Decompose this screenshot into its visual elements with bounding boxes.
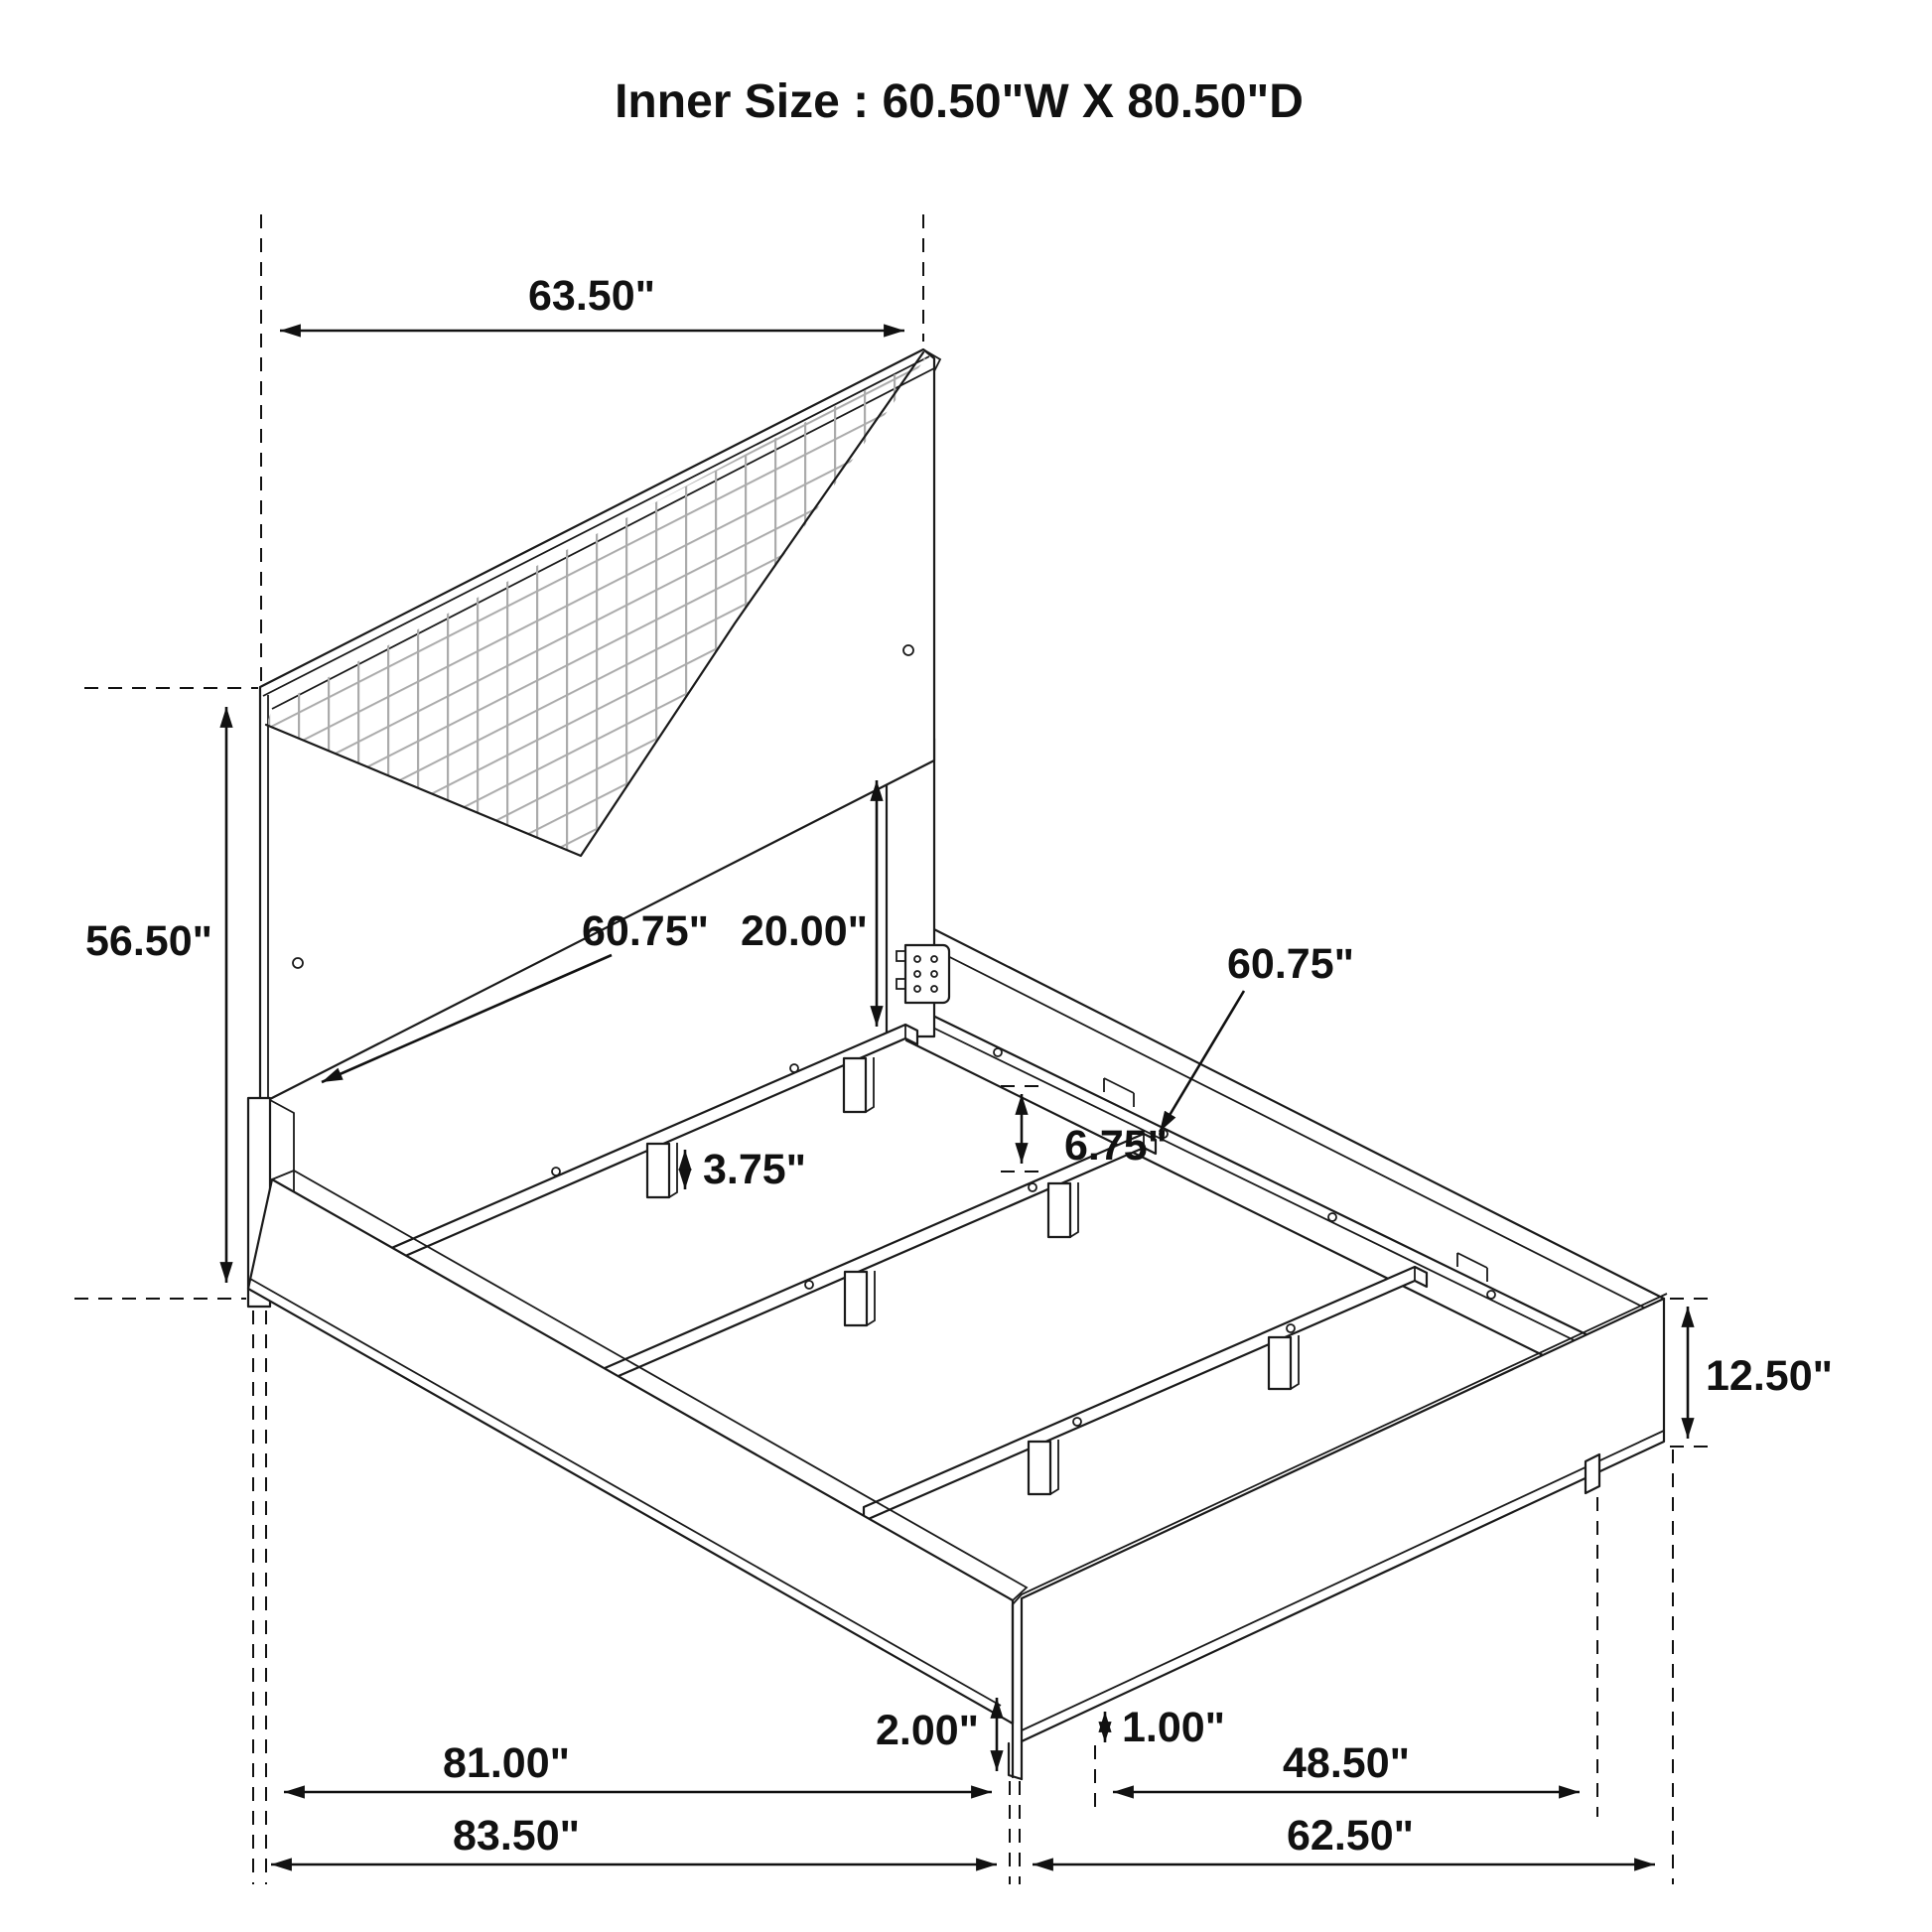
- dim-label-footboard-height: 12.50": [1706, 1352, 1833, 1400]
- footboard: [1009, 1294, 1667, 1779]
- head-slat: [357, 1025, 917, 1277]
- dim-label-foot-span: 48.50": [1283, 1739, 1410, 1787]
- near-side-rail: [248, 1171, 1027, 1724]
- rail-bracket: [897, 945, 949, 1003]
- dim-label-post-exposed: 20.00": [741, 907, 868, 955]
- dim-label-rail-to-slat: 6.75": [1063, 1122, 1169, 1170]
- footboard-right-foot: [1586, 1454, 1599, 1493]
- dim-label-headboard-width: 63.50": [528, 272, 655, 320]
- dim-label-footboard-width: 62.50": [1287, 1812, 1414, 1860]
- dim-label-headboard-panel-width: 60.75": [582, 907, 709, 955]
- dim-label-overall-length: 83.50": [453, 1812, 580, 1860]
- dim-label-slat-length: 60.75": [1227, 940, 1354, 988]
- dim-label-slat-leg: 3.75": [702, 1146, 807, 1193]
- footboard-left-foot: [1009, 1743, 1022, 1779]
- dim-label-side-rail-length: 81.00": [443, 1739, 570, 1787]
- center-slat: [596, 1134, 1156, 1386]
- dim-label-headboard-height: 56.50": [85, 917, 212, 965]
- dim-label-foot-height: 2.00": [875, 1707, 980, 1754]
- dim-label-rail-gap: 1.00": [1121, 1704, 1226, 1751]
- page-title: Inner Size : 60.50"W X 80.50"D: [615, 75, 1304, 128]
